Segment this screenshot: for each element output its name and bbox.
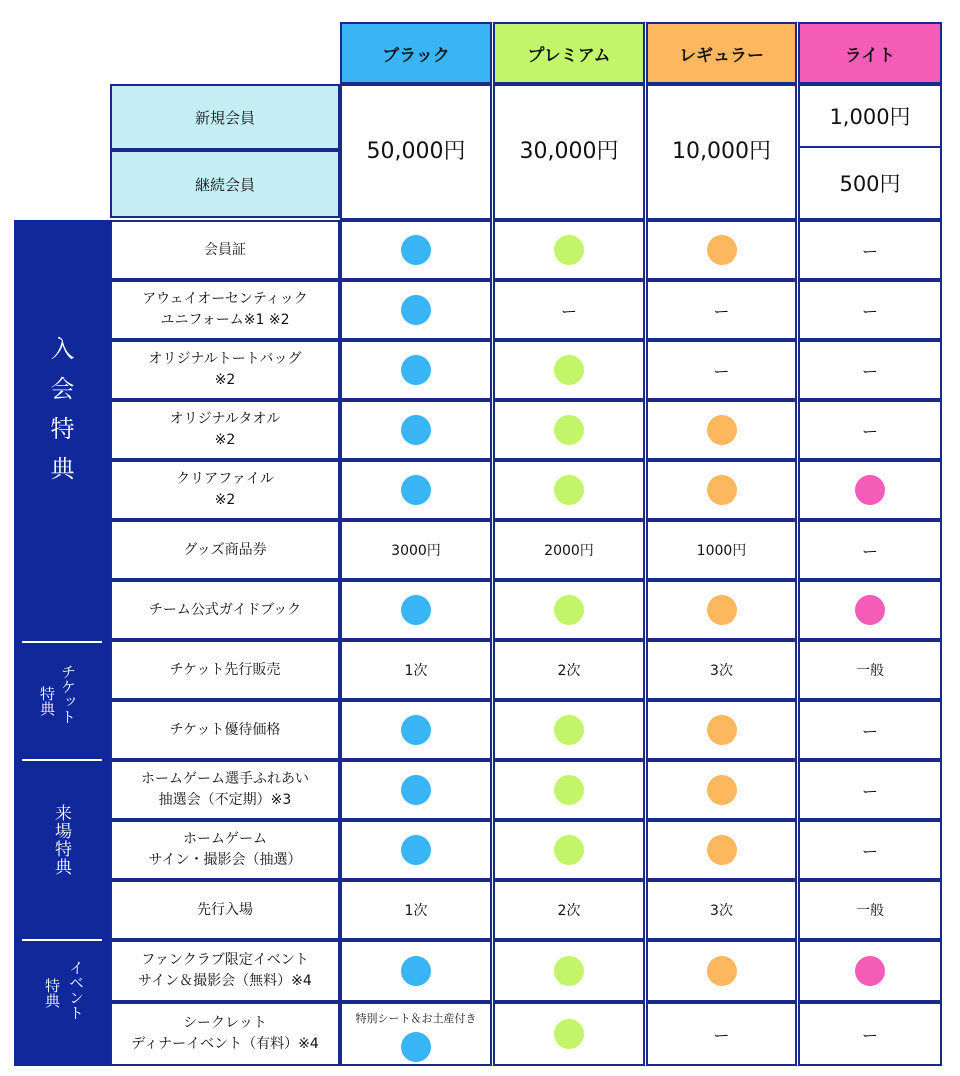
included-dot-icon — [401, 1032, 431, 1062]
benefit-cell — [493, 280, 645, 340]
benefit-cell — [340, 400, 492, 460]
category-ticket-label-b: 特典 — [38, 686, 56, 716]
benefit-label-3 — [110, 400, 340, 460]
not-included-dash: ー — [713, 361, 730, 381]
benefit-label-line: 抽選会（不定期）※3 — [158, 792, 292, 808]
benefit-cell — [798, 940, 942, 1002]
benefit-cell — [493, 220, 645, 280]
not-included-dash: ー — [861, 841, 878, 861]
benefit-label-line: ホームゲーム選手ふれあい — [141, 771, 309, 787]
benefit-label-line: ※2 — [214, 492, 236, 508]
benefit-cell — [493, 460, 645, 520]
included-dot-icon — [707, 715, 737, 745]
benefit-cell — [646, 280, 797, 340]
benefit-cell — [340, 760, 492, 820]
not-included-dash: ー — [861, 421, 878, 441]
not-included-dash: ー — [861, 241, 878, 261]
benefit-value: 一般 — [856, 663, 884, 679]
benefit-label-8 — [110, 700, 340, 760]
benefit-cell — [340, 340, 492, 400]
fee-label: 継続会員 — [194, 175, 255, 194]
benefit-label-line: ユニフォーム※1 ※2 — [160, 312, 290, 328]
included-dot-icon — [554, 715, 584, 745]
benefit-label-line: 先行入場 — [197, 901, 253, 918]
benefit-cell — [798, 820, 942, 880]
benefit-label-line: ホームゲーム — [183, 831, 267, 847]
included-dot-icon — [554, 775, 584, 805]
not-included-dash: ー — [861, 781, 878, 801]
benefit-cell — [493, 400, 645, 460]
category-divider — [22, 939, 102, 941]
benefit-cell — [493, 580, 645, 640]
benefit-value: 2次 — [557, 663, 581, 679]
benefit-cell — [798, 460, 942, 520]
benefit-label-line: チケット優待価格 — [169, 721, 281, 738]
benefit-cell — [798, 580, 942, 640]
benefit-cell — [493, 340, 645, 400]
included-dot-icon — [855, 956, 885, 986]
benefit-label-0 — [110, 220, 340, 280]
benefit-cell — [340, 700, 492, 760]
benefit-cell — [798, 220, 942, 280]
benefit-label-line: オリジナルトートバッグ — [148, 351, 302, 367]
included-dot-icon — [401, 835, 431, 865]
benefit-label-7 — [110, 640, 340, 700]
benefit-value: 3次 — [710, 663, 733, 679]
benefit-label-text — [131, 1013, 319, 1055]
benefit-cell — [340, 460, 492, 520]
renew-member-label — [110, 150, 340, 218]
benefit-cell — [493, 1002, 645, 1066]
benefit-label-line: シークレット — [183, 1015, 267, 1031]
benefit-cell — [493, 940, 645, 1002]
tier-name: レギュラー — [679, 45, 764, 66]
benefit-value: 2次 — [557, 903, 581, 919]
benefit-label-line: チケット先行販売 — [169, 661, 281, 678]
not-included-dash: ー — [713, 301, 730, 321]
benefit-cell — [340, 940, 492, 1002]
benefit-value: 2000円 — [544, 543, 594, 559]
fee-cell-1 — [493, 84, 645, 220]
tier-name: プレミアム — [527, 45, 611, 66]
benefit-cell — [646, 400, 797, 460]
included-dot-icon — [554, 595, 584, 625]
benefit-label-text — [197, 900, 253, 921]
category-event-label-a: イベント — [67, 960, 85, 1020]
benefit-label-text — [138, 950, 312, 992]
benefit-cell — [646, 940, 797, 1002]
price-value: 1,000円 — [829, 105, 911, 129]
benefit-cell — [646, 1002, 797, 1066]
tier-name: ブラック — [382, 45, 450, 66]
included-dot-icon — [401, 415, 431, 445]
benefit-cell — [340, 580, 492, 640]
included-dot-icon — [554, 1019, 584, 1049]
benefit-value: 1次 — [404, 663, 428, 679]
not-included-dash: ー — [713, 1025, 730, 1045]
benefit-cell — [340, 220, 492, 280]
category-band-event — [14, 940, 110, 1066]
benefit-label-6 — [110, 580, 340, 640]
benefit-label-text — [148, 829, 301, 871]
benefit-cell — [493, 640, 645, 700]
included-dot-icon — [554, 355, 584, 385]
not-included-dash: ー — [861, 301, 878, 321]
benefit-cell — [646, 640, 797, 700]
benefit-label-line: オリジナルタオル — [169, 411, 281, 427]
benefit-cell — [493, 880, 645, 940]
tier-header-0 — [340, 22, 492, 84]
included-dot-icon — [401, 715, 431, 745]
included-dot-icon — [707, 415, 737, 445]
included-dot-icon — [401, 355, 431, 385]
benefit-cell — [646, 220, 797, 280]
not-included-dash: ー — [560, 301, 577, 321]
included-dot-icon — [401, 956, 431, 986]
benefit-label-text — [142, 289, 308, 331]
benefit-label-12 — [110, 940, 340, 1002]
benefit-label-line: クリアファイル — [176, 471, 274, 487]
fee-cell-2 — [646, 84, 797, 220]
benefit-label-text — [141, 769, 309, 811]
category-ticket-label-a: チケット — [59, 664, 77, 724]
benefit-label-text — [170, 409, 281, 451]
benefit-label-line: チーム公式ガイドブック — [148, 601, 302, 618]
not-included-dash: ー — [861, 721, 878, 741]
benefit-cell — [493, 700, 645, 760]
benefit-value: 1次 — [404, 903, 428, 919]
benefit-cell — [340, 880, 492, 940]
benefit-label-9 — [110, 760, 340, 820]
included-dot-icon — [554, 475, 584, 505]
benefit-cell — [646, 460, 797, 520]
included-dot-icon — [707, 835, 737, 865]
not-included-dash: ー — [861, 361, 878, 381]
benefit-label-line: ※2 — [214, 432, 236, 448]
included-dot-icon — [401, 235, 431, 265]
tier-name: ライト — [844, 45, 896, 66]
included-dot-icon — [707, 956, 737, 986]
benefit-value: 3次 — [710, 903, 733, 919]
benefit-cell — [340, 640, 492, 700]
fee-cell-0 — [340, 84, 492, 220]
not-included-dash: ー — [861, 1025, 878, 1045]
benefit-cell — [646, 880, 797, 940]
price-value: 10,000円 — [672, 139, 771, 164]
benefit-value: 1000円 — [696, 543, 747, 559]
benefit-cell — [798, 700, 942, 760]
benefit-label-11 — [110, 880, 340, 940]
tier-header-2 — [646, 22, 797, 84]
benefit-label-13 — [110, 1002, 340, 1066]
benefit-cell — [798, 880, 942, 940]
benefit-label-4 — [110, 460, 340, 520]
included-dot-icon — [707, 475, 737, 505]
included-dot-icon — [401, 595, 431, 625]
benefit-label-5 — [110, 520, 340, 580]
benefit-cell — [798, 640, 942, 700]
new-member-label — [110, 84, 340, 150]
included-dot-icon — [401, 295, 431, 325]
benefit-cell — [340, 280, 492, 340]
benefit-label-line: サイン・撮影会（抽選） — [148, 852, 302, 868]
benefit-label-line: 会員証 — [204, 241, 246, 258]
included-dot-icon — [554, 415, 584, 445]
included-dot-icon — [401, 775, 431, 805]
benefit-label-10 — [110, 820, 340, 880]
benefit-cell — [798, 340, 942, 400]
benefit-label-line: グッズ商品券 — [183, 541, 267, 558]
benefit-label-1 — [110, 280, 340, 340]
benefit-cell — [646, 760, 797, 820]
category-divider — [22, 641, 102, 643]
benefit-label-line: アウェイオーセンティック — [142, 291, 308, 307]
included-dot-icon — [554, 835, 584, 865]
fee-light-new — [798, 84, 942, 148]
benefit-cell — [646, 520, 797, 580]
fee-light-renew — [798, 146, 942, 220]
price-value: 50,000円 — [366, 139, 466, 164]
benefit-label-2 — [110, 340, 340, 400]
benefit-label-text — [149, 600, 301, 621]
benefit-value: 3000円 — [391, 543, 441, 559]
benefit-cell — [493, 760, 645, 820]
category-entry-label: 入会特典 — [46, 336, 74, 496]
category-divider — [22, 759, 102, 761]
benefit-label-line: ディナーイベント（有料）※4 — [131, 1036, 319, 1052]
tier-header-3 — [798, 22, 942, 84]
included-dot-icon — [554, 235, 584, 265]
benefit-label-text — [183, 540, 266, 561]
benefit-cell — [493, 820, 645, 880]
category-event-label-b: 特典 — [43, 978, 61, 1008]
price-value: 30,000円 — [519, 139, 619, 164]
included-dot-icon — [707, 775, 737, 805]
benefit-cell — [646, 820, 797, 880]
benefit-cell — [798, 1002, 942, 1066]
benefit-cell — [340, 520, 492, 580]
benefit-cell — [646, 580, 797, 640]
benefit-label-text — [176, 469, 274, 511]
benefit-cell — [798, 400, 942, 460]
benefit-cell — [798, 280, 942, 340]
benefit-cell — [798, 520, 942, 580]
benefit-label-text — [170, 660, 281, 681]
category-venue-label: 来場特典 — [51, 804, 71, 876]
benefit-label-line: ※2 — [214, 372, 236, 388]
included-dot-icon — [855, 475, 885, 505]
included-dot-icon — [707, 235, 737, 265]
benefit-label-line: サイン＆撮影会（無料）※4 — [138, 973, 312, 989]
benefit-label-line: ファンクラブ限定イベント — [141, 952, 309, 968]
benefit-cell — [340, 1002, 492, 1066]
benefit-label-text — [170, 720, 281, 741]
tier-header-1 — [493, 22, 645, 84]
benefit-cell — [493, 520, 645, 580]
benefit-label-text — [148, 349, 301, 391]
benefit-cell — [340, 820, 492, 880]
price-value: 500円 — [839, 172, 901, 196]
included-dot-icon — [554, 956, 584, 986]
benefit-cell — [798, 760, 942, 820]
included-dot-icon — [401, 475, 431, 505]
not-included-dash: ー — [861, 541, 878, 561]
included-dot-icon — [855, 595, 885, 625]
fee-label: 新規会員 — [194, 108, 255, 127]
benefit-label-text — [204, 240, 246, 261]
included-dot-icon — [707, 595, 737, 625]
benefit-cell — [646, 700, 797, 760]
benefit-value: 一般 — [856, 903, 884, 919]
benefit-note: 特別シート＆お土産付き — [355, 1012, 477, 1025]
benefit-cell — [646, 340, 797, 400]
